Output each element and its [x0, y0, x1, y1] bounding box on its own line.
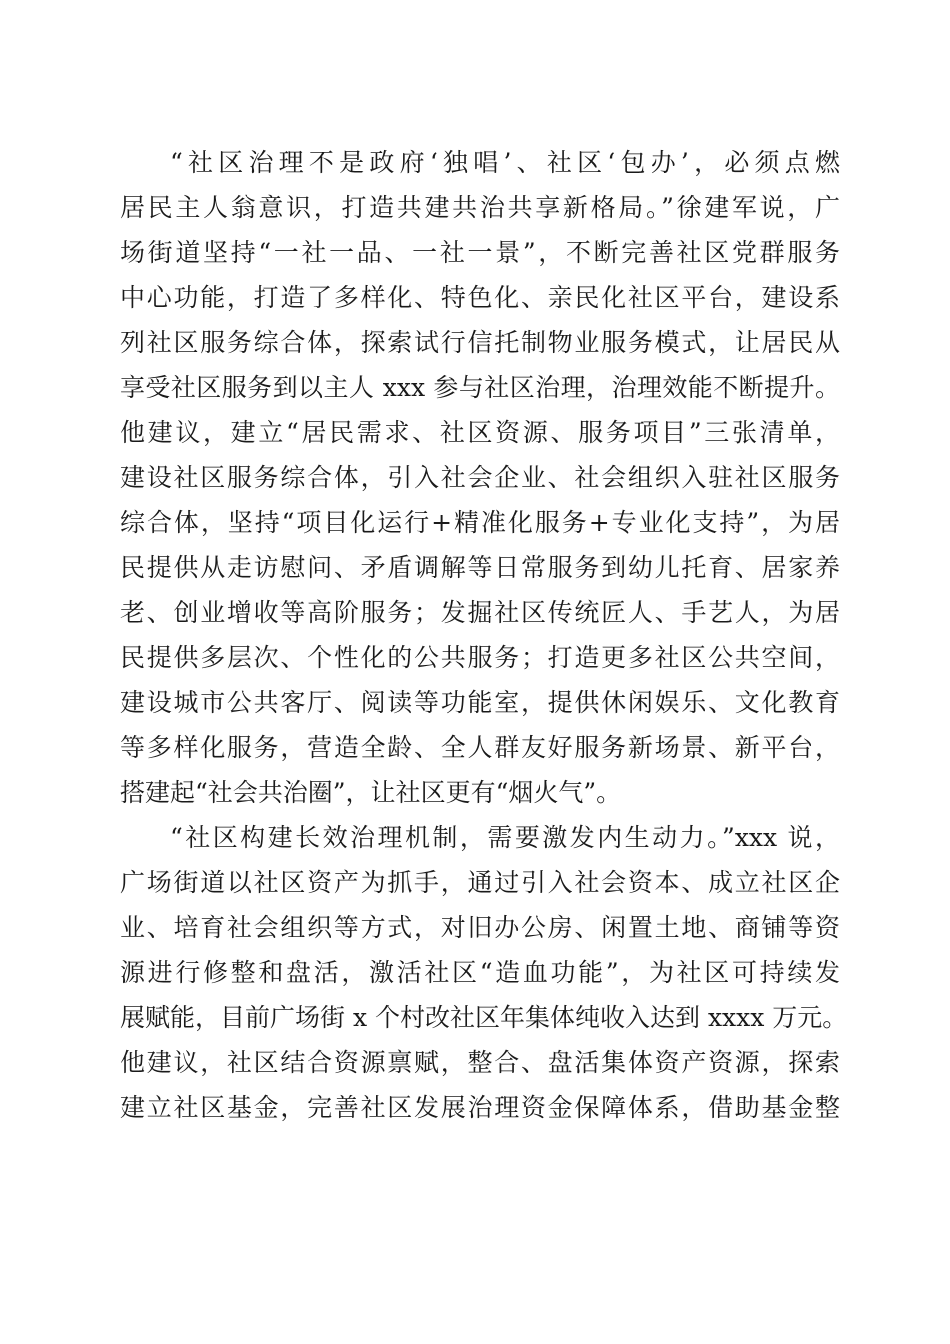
text-line: 他建议，社区结合资源禀赋，整合、盘活集体资产资源，探索 — [120, 1048, 840, 1077]
text-line: “社区构建长效治理机制，需要激发内生动力。”xxx 说， — [170, 823, 840, 852]
text-line: 他建议，建立“居民需求、社区资源、服务项目”三张清单， — [120, 418, 840, 447]
text-line: 民提供多层次、个性化的公共服务；打造更多社区公共空间， — [120, 643, 840, 672]
text-line: 建设社区服务综合体，引入社会企业、社会组织入驻社区服务 — [120, 463, 840, 492]
text-line: 老、创业增收等高阶服务；发掘社区传统匠人、手艺人，为居 — [120, 598, 840, 627]
text-line: 综合体，坚持“项目化运行+精准化服务+专业化支持”，为居 — [120, 508, 840, 537]
text-line: 展赋能，目前广场街 x 个村改社区年集体纯收入达到 xxxx 万元。 — [120, 1003, 848, 1032]
text-line: 搭建起“社会共治圈”，让社区更有“烟火气”。 — [120, 778, 622, 807]
paragraph-1 — [120, 140, 840, 815]
body-text — [120, 140, 848, 1130]
text-line: “社区治理不是政府‘独唱’、社区‘包办’，必须点燃 — [170, 148, 840, 177]
text-line: 等多样化服务，营造全龄、全人群友好服务新场景、新平台， — [120, 733, 840, 762]
text-line: 业、培育社会组织等方式，对旧办公房、闲置土地、商铺等资 — [120, 913, 840, 942]
text-line: 场街道坚持“一社一品、一社一景”，不断完善社区党群服务 — [120, 238, 840, 267]
text-line: 享受社区服务到以主人 xxx 参与社区治理，治理效能不断提升。 — [120, 373, 840, 402]
text-line: 建立社区基金，完善社区发展治理资金保障体系，借助基金整 — [120, 1093, 840, 1122]
text-line: 源进行修整和盘活，激活社区“造血功能”，为社区可持续发 — [120, 958, 840, 987]
text-line: 广场街道以社区资产为抓手，通过引入社会资本、成立社区企 — [120, 868, 840, 897]
text-line: 民提供从走访慰问、矛盾调解等日常服务到幼儿托育、居家养 — [120, 553, 840, 582]
text-line: 列社区服务综合体，探索试行信托制物业服务模式，让居民从 — [120, 328, 840, 357]
text-line: 中心功能，打造了多样化、特色化、亲民化社区平台，建设系 — [120, 283, 840, 312]
paragraph-2 — [120, 815, 848, 1130]
text-line: 居民主人翁意识，打造共建共治共享新格局。”徐建军说，广 — [120, 193, 840, 222]
text-line: 建设城市公共客厅、阅读等功能室，提供休闲娱乐、文化教育 — [120, 688, 840, 717]
